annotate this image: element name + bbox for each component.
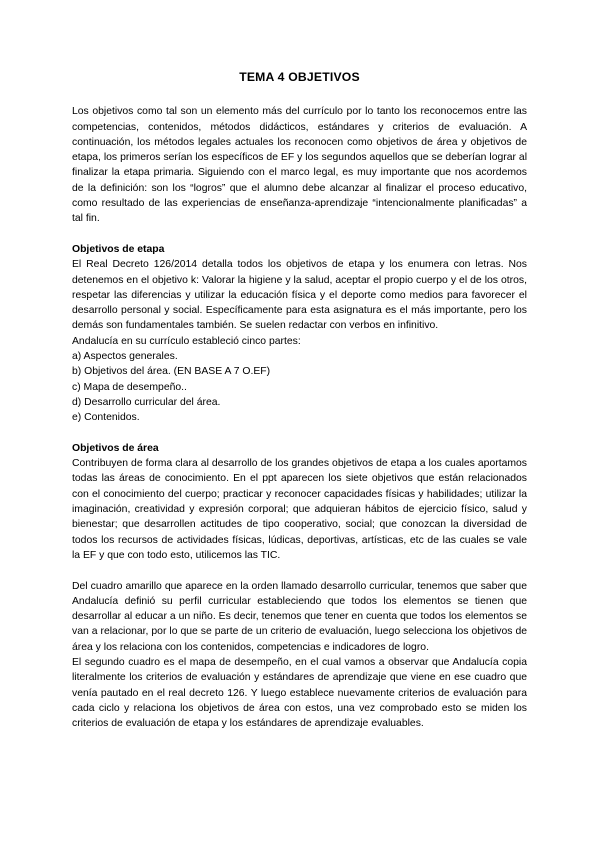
section-heading-area: Objetivos de área: [72, 442, 159, 454]
page-title: TEMA 4 OBJETIVOS: [239, 70, 360, 84]
spacer: [72, 563, 527, 578]
area-paragraph-3: El segundo cuadro es el mapa de desempeño, en el cual vamos a observar que Andalucía copia literalmente los criterios de evaluación y estándares de aprendizaje que viene en ese cuadro que venía pautado en el real decreto 126. Y luego establece nuevamente criterios de evaluación para cada ciclo y relaciona los objetivos de área con estos, una vez comprobado esto se miden los criterios de evaluación de etapa y los estándares de aprendizaje evaluables.: [72, 656, 527, 730]
etapa-parts-list: [72, 349, 527, 425]
spacer: [72, 227, 527, 242]
etapa-paragraph: El Real Decreto 126/2014 detalla todos los objetivos de etapa y los enumera con letras. Nos detenemos en el objetivo k: Valorar la higiene y la salud, aceptar el propio cuerpo y el de los otros, respetar las diferencias y utilizar la educación física y el deporte como medios para favorecer el desarrollo personal y social. Específicamente para esta asignatura es el más importante, pero los demás son fundamentales también. Se suelen redactar con verbos en infinitivo.: [72, 259, 527, 332]
document-page: [72, 70, 527, 731]
area-paragraph-2: Del cuadro amarillo que aparece en la orden llamado desarrollo curricular, tenemos que saber que Andalucía definió su perfil curricular estableciendo que todos los elementos se tienen que desarrollar al educar a un niño. Es decir, tenemos que tener en cuenta que todos los elementos se van a relacionar, por lo que se parte de un criterio de evaluación, luego selecciona los objetivos de área y los relaciona con los contenidos, competencias e indicadores de logro.: [72, 580, 527, 653]
list-item: c) Mapa de desempeño..: [72, 381, 187, 393]
section-heading-etapa: Objetivos de etapa: [72, 243, 165, 255]
list-item: a) Aspectos generales.: [72, 351, 178, 363]
list-item: e) Contenidos.: [72, 412, 140, 424]
etapa-list-intro: Andalucía en su currículo estableció cinco partes:: [72, 335, 301, 347]
area-paragraph-1: Contribuyen de forma clara al desarrollo de los grandes objetivos de etapa a los cuales aportamos todas las áreas de conocimiento. En el ppt aparecen los siete objetivos que están relacionados con el conocimiento del cuerpo; practicar y reconocer capacidades físicas y habilidades; utilizar la imaginación, creatividad y expresión corporal; que adquieran hábitos de ejercicio físico, salud y bienestar; que desarrollen actitudes de tipo cooperativo, social; que conozcan la diversidad de todos los recursos de actividades físicas, lúdicas, deportivas, artísticas, etc de las cuales se vale la EF y que con todo esto, utilicemos las TIC.: [72, 458, 527, 561]
spacer: [72, 426, 527, 441]
intro-paragraph: Los objetivos como tal son un elemento más del currículo por lo tanto los reconocemos entre las competencias, contenidos, métodos didácticos, estándares y criterios de evaluación. A continuación, los métodos legales actuales los reconocen como objetivos de área y objetivos de etapa, los primeros serían los específicos de EF y los segundos aquellos que se deberían lograr al finalizar la etapa primaria. Siguiendo con el marco legal, es muy importante que nos acordemos de la definición: son los “logros” que el alumno debe alcanzar al finalizar el proceso educativo, como resultado de las experiencias de enseñanza-aprendizaje “intencionalmente planificadas” a tal fin.: [72, 106, 527, 225]
list-item: b) Objetivos del área. (EN BASE A 7 O.EF): [72, 366, 271, 378]
list-item: d) Desarrollo curricular del área.: [72, 396, 221, 408]
